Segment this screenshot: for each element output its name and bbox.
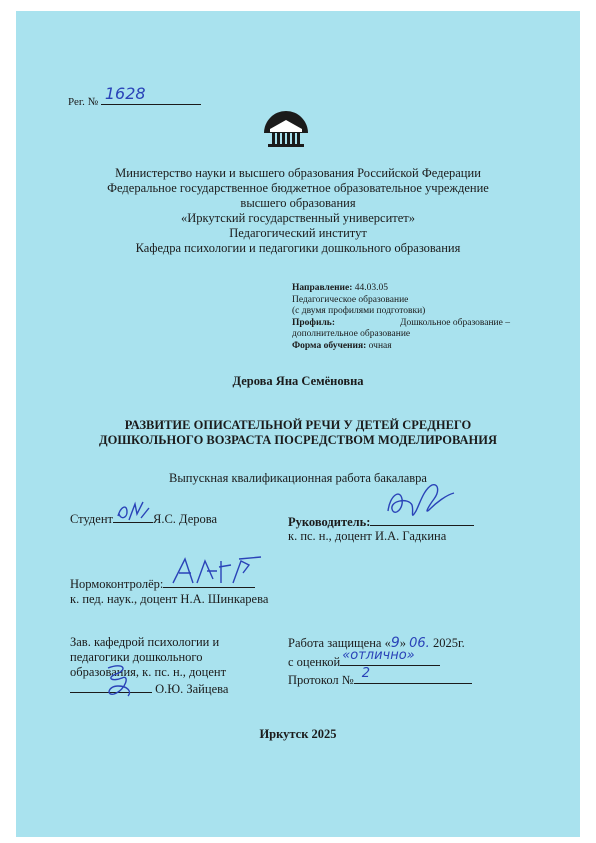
institute-line: Педагогический институт <box>229 226 367 240</box>
head-signature-line <box>70 680 228 697</box>
student-name: Я.С. Дерова <box>153 512 218 526</box>
protocol-line <box>288 666 472 688</box>
head-line-1: Зав. кафедрой психологии и <box>70 635 220 649</box>
institution-block <box>16 166 580 256</box>
direction-name: Педагогическое образование <box>292 294 409 305</box>
defense-mid: » <box>399 636 406 650</box>
reg-number: 1628 <box>104 84 146 103</box>
thesis-title <box>16 418 580 448</box>
department-line: Кафедра психологии и педагогики дошкольного образования <box>135 241 461 255</box>
defense-block <box>288 635 472 688</box>
supervisor-name: к. пс. н., доцент И.А. Гадкина <box>288 529 447 543</box>
direction-code: 44.03.05 <box>354 283 389 293</box>
head-line-2: педагогики дошкольного <box>70 650 203 664</box>
direction-label: Направление: <box>292 283 353 293</box>
grade-field <box>340 648 440 666</box>
institution-type-line: Федеральное государственное бюджетное образовательное учреждение <box>107 181 489 195</box>
normcontroller-signature-icon <box>169 553 265 591</box>
supervisor-label: Руководитель: <box>288 515 371 529</box>
program-details <box>292 283 510 352</box>
defense-grade-line <box>288 648 472 670</box>
head-signature-field <box>70 680 152 693</box>
university-building-icon <box>260 103 312 151</box>
supervisor-signature-field <box>370 513 474 526</box>
student-label: Студент <box>70 512 113 526</box>
reg-line <box>68 84 201 108</box>
defense-year: 2025г. <box>432 636 465 650</box>
normcontroller-signature-line <box>70 575 255 592</box>
normcontroller-signature-field <box>163 575 255 588</box>
grade-value: «отлично» <box>342 648 415 663</box>
university-name-line: «Иркутский государственный университет» <box>181 211 415 225</box>
student-signature-icon <box>115 500 151 524</box>
university-logo <box>260 103 312 151</box>
author-name: Дерова Яна Семёновна <box>232 374 364 388</box>
city-year: Иркутск 2025 <box>259 727 337 741</box>
thesis-title-line-2: ДОШКОЛЬНОГО ВОЗРАСТА ПОСРЕДСТВОМ МОДЕЛИРОВАНИЯ <box>99 433 497 447</box>
profile-value-2: дополнительное образование <box>292 329 411 339</box>
reg-label: Рег. № <box>68 96 99 108</box>
profile-row <box>292 318 510 330</box>
thesis-title-page <box>16 11 580 837</box>
study-form-label: Форма обучения: <box>292 340 367 351</box>
defense-month: 06. <box>409 636 430 651</box>
protocol-number: 2 <box>361 666 371 681</box>
profile-label: Профиль: <box>292 317 335 328</box>
normcontroller-label: Нормоконтролёр: <box>70 577 164 591</box>
protocol-field <box>354 666 472 684</box>
head-line-3: образования, к. пс. н., доцент <box>70 665 227 679</box>
grade-label: с оценкой <box>288 655 341 669</box>
supervisor-signature-icon <box>380 481 460 527</box>
profile-value-1: Дошкольное образование – <box>399 317 510 328</box>
work-type: Выпускная квалификационная работа бакалавра <box>169 471 427 485</box>
reg-field <box>101 84 201 105</box>
defense-day: 9 <box>390 635 400 651</box>
education-level-line: высшего образования <box>240 196 356 210</box>
student-signature-line <box>70 510 217 527</box>
head-name: О.Ю. Зайцева <box>155 682 229 696</box>
student-signature-field <box>113 510 153 523</box>
head-of-department-block <box>70 635 228 697</box>
study-form-row <box>292 341 510 353</box>
study-form-value: очная <box>368 340 392 351</box>
head-signature-icon <box>98 660 142 700</box>
defense-prefix: Работа защищена « <box>288 636 391 650</box>
protocol-label: Протокол № <box>288 673 354 687</box>
thesis-title-line-1: РАЗВИТИЕ ОПИСАТЕЛЬНОЙ РЕЧИ У ДЕТЕЙ СРЕДНЕГО <box>124 418 472 432</box>
direction-row <box>292 283 510 295</box>
normcontroller-name: к. пед. наук., доцент Н.А. Шинкарева <box>70 592 269 606</box>
direction-note: (с двумя профилями подготовки) <box>292 306 426 316</box>
supervisor-signature-line <box>288 513 474 530</box>
ministry-line: Министерство науки и высшего образования Российской Федерации <box>115 166 481 180</box>
